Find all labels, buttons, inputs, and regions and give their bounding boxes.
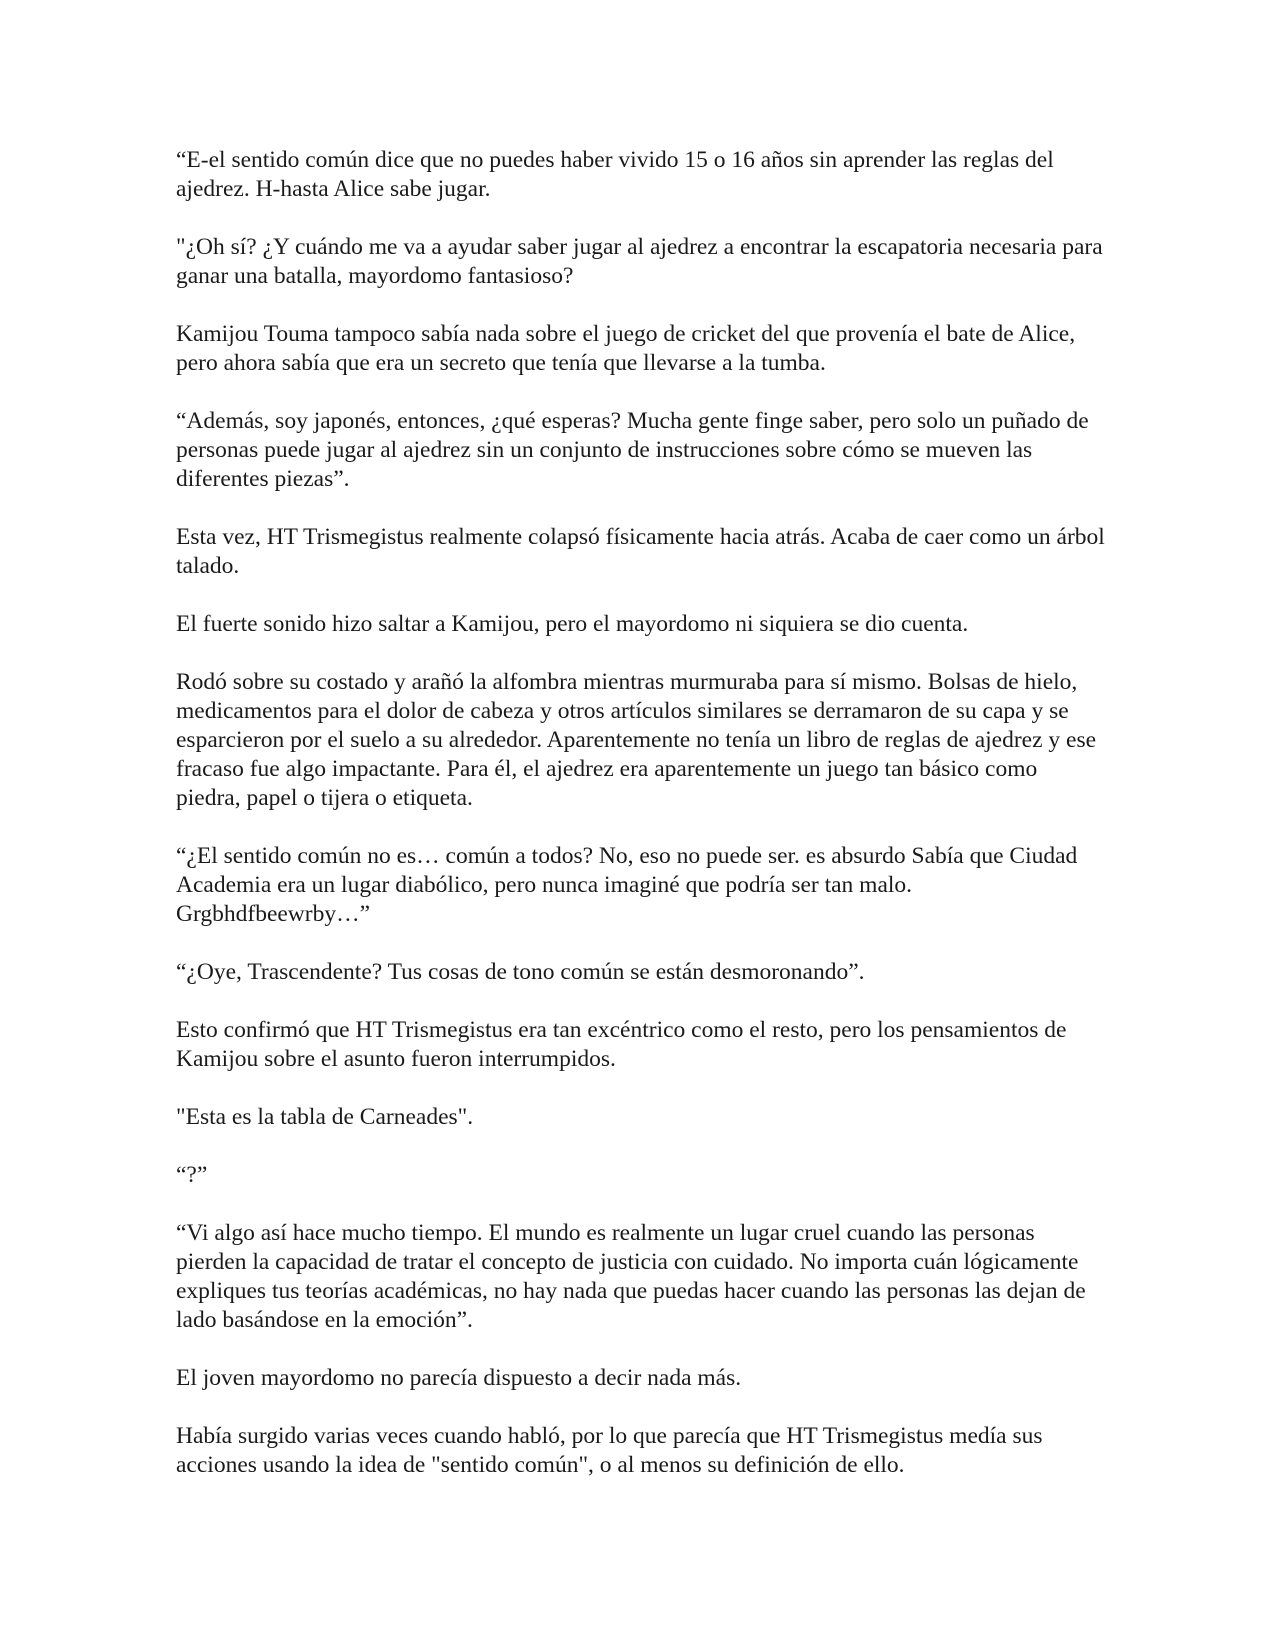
paragraph: “Vi algo así hace mucho tiempo. El mundo es realmente un lugar cruel cuando las personas pierden la capacidad de tratar el concepto de justicia con cuidado. No importa cuán lógicamente expliques tus teorías académicas, no hay nada que puedas hacer cuando las personas las dejan de lado basándose en la emoción”. bbox=[176, 1220, 1086, 1333]
paragraph: El joven mayordomo no parecía dispuesto a decir nada más. bbox=[176, 1365, 742, 1391]
paragraph: "Esta es la tabla de Carneades". bbox=[176, 1104, 474, 1130]
paragraph: Había surgido varias veces cuando habló, por lo que parecía que HT Trismegistus medía sus acciones usando la idea de "sentido común", o al menos su definición de ello. bbox=[176, 1423, 1043, 1478]
paragraph: Esta vez, HT Trismegistus realmente colapsó físicamente hacia atrás. Acaba de caer como un árbol talado. bbox=[176, 524, 1105, 579]
paragraph: “E-el sentido común dice que no puedes haber vivido 15 o 16 años sin aprender las reglas del ajedrez. H-hasta Alice sabe jugar. bbox=[176, 147, 1054, 202]
paragraph: Esto confirmó que HT Trismegistus era tan excéntrico como el resto, pero los pensamientos de Kamijou sobre el asunto fueron interrumpidos. bbox=[176, 1017, 1067, 1072]
paragraph: “?” bbox=[176, 1162, 208, 1188]
paragraph: “Además, soy japonés, entonces, ¿qué esperas? Mucha gente finge saber, pero solo un puñado de personas puede jugar al ajedrez sin un conjunto de instrucciones sobre cómo se mueven las diferentes piezas”. bbox=[176, 408, 1089, 492]
paragraph: Kamijou Touma tampoco sabía nada sobre el juego de cricket del que provenía el bate de Alice, pero ahora sabía que era un secreto que tenía que llevarse a la tumba. bbox=[176, 321, 1076, 376]
paragraph: El fuerte sonido hizo saltar a Kamijou, pero el mayordomo ni siquiera se dio cuenta. bbox=[176, 611, 969, 637]
paragraph: “¿El sentido común no es… común a todos? No, eso no puede ser. es absurdo Sabía que Ciudad Academia era un lugar diabólico, pero nunca imaginé que podría ser tan malo. Grgbhdfbeewrby…” bbox=[176, 843, 1078, 927]
body-text bbox=[176, 146, 1106, 1509]
paragraph: Rodó sobre su costado y arañó la alfombra mientras murmuraba para sí mismo. Bolsas de hielo, medicamentos para el dolor de cabeza y otros artículos similares se derramaron de su capa y se esparcieron por el suelo a su alrededor. Aparentemente no tenía un libro de reglas de ajedrez y ese fracaso fue algo impactante. Para él, el ajedrez era aparentemente un juego tan básico como piedra, papel o tijera o etiqueta. bbox=[176, 669, 1097, 811]
paragraph: "¿Oh sí? ¿Y cuándo me va a ayudar saber jugar al ajedrez a encontrar la escapatoria necesaria para ganar una batalla, mayordomo fantasioso? bbox=[176, 234, 1103, 289]
paragraph: “¿Oye, Trascendente? Tus cosas de tono común se están desmoronando”. bbox=[176, 959, 865, 985]
